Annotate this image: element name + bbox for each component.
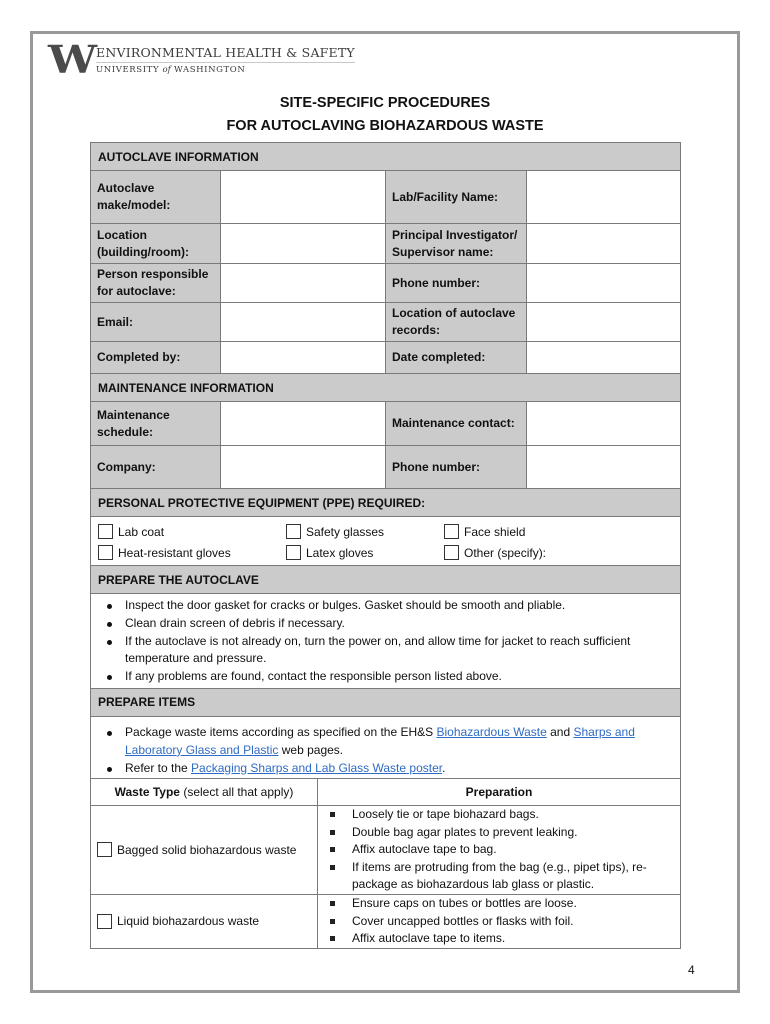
form-row	[91, 264, 681, 303]
label-autoclave-records-location: Location of autoclave records:	[386, 303, 527, 342]
ppe-header-row	[91, 489, 681, 517]
prepare-autoclave-steps	[91, 594, 681, 689]
list-item: Cover uncapped bottles or flasks with foil.	[324, 913, 674, 931]
list-text: and	[546, 724, 574, 739]
list-text: Refer to the	[125, 760, 192, 775]
ppe-option-label: Safety glasses	[306, 524, 385, 539]
org-name: ENVIRONMENTAL HEALTH & SAFETY	[96, 45, 355, 63]
link-packaging-sharps-poster[interactable]: Packaging Sharps and Lab Glass Waste poster	[191, 760, 443, 775]
maintenance-info-header-row	[91, 374, 681, 402]
prepare-autoclave-steps-row	[91, 594, 681, 689]
label-maintenance-contact: Maintenance contact:	[386, 402, 527, 446]
label-completed-by: Completed by:	[91, 342, 221, 374]
prepare-autoclave-header-row	[91, 566, 681, 594]
waste-option-bagged-solid[interactable]	[97, 841, 311, 858]
section-heading-ppe: PERSONAL PROTECTIVE EQUIPMENT (PPE) REQUIRED:	[91, 489, 681, 517]
label-email: Email:	[91, 303, 221, 342]
logo-text	[96, 45, 355, 75]
checkbox-icon[interactable]	[97, 914, 112, 929]
label-autoclave-make-model: Autoclave make/model:	[91, 171, 221, 224]
checkbox-icon[interactable]	[98, 524, 113, 539]
input-principal-investigator[interactable]	[527, 224, 681, 264]
list-item: Double bag agar plates to prevent leaking.	[324, 824, 674, 842]
input-maintenance-schedule[interactable]	[221, 402, 386, 446]
input-date-completed[interactable]	[527, 342, 681, 374]
ppe-option-label: Heat-resistant gloves	[118, 545, 231, 560]
label-date-completed: Date completed:	[386, 342, 527, 374]
column-header-bold: Waste Type	[114, 785, 180, 799]
input-completed-by[interactable]	[221, 342, 386, 374]
table-row	[91, 894, 681, 948]
ppe-option-label: Latex gloves	[306, 545, 374, 560]
label-location: Location (building/room):	[91, 224, 221, 264]
ppe-option-face-shield[interactable]	[444, 523, 644, 540]
checkbox-icon[interactable]	[444, 524, 459, 539]
ppe-option-heat-resistant-gloves[interactable]	[98, 544, 286, 561]
form-row	[91, 224, 681, 264]
list-item: Affix autoclave tape to bag.	[324, 841, 674, 859]
form-row	[91, 171, 681, 224]
column-header-note: (select all that apply)	[179, 785, 294, 799]
ppe-options-row	[91, 517, 681, 566]
link-sharps-lab-glass-plastic[interactable]: Sharps and Laboratory Glass and Plastic	[125, 724, 635, 757]
waste-type-label: Liquid biohazardous waste	[117, 914, 260, 929]
list-item: If any problems are found, contact the responsible person listed above.	[99, 668, 672, 686]
label-maintenance-schedule: Maintenance schedule:	[91, 402, 221, 446]
input-maintenance-contact[interactable]	[527, 402, 681, 446]
column-header-waste-type	[91, 779, 318, 806]
link-biohazardous-waste[interactable]: Biohazardous Waste	[436, 724, 547, 739]
input-lab-facility-name[interactable]	[527, 171, 681, 224]
waste-type-table	[90, 778, 681, 949]
ppe-checkbox-grid	[98, 523, 673, 561]
list-item	[99, 760, 672, 778]
ppe-option-lab-coat[interactable]	[98, 523, 286, 540]
section-heading-prepare-autoclave: PREPARE THE AUTOCLAVE	[91, 566, 681, 594]
input-autoclave-make-model[interactable]	[221, 171, 386, 224]
label-company: Company:	[91, 446, 221, 489]
ppe-option-safety-glasses[interactable]	[286, 523, 444, 540]
section-heading-prepare-items: PREPARE ITEMS	[91, 688, 681, 716]
checkbox-icon[interactable]	[98, 545, 113, 560]
prepare-items-content	[91, 716, 681, 782]
list-item: Loosely tie or tape biohazard bags.	[324, 806, 674, 824]
university-name	[96, 63, 355, 75]
list-item: Inspect the door gasket for cracks or bulges. Gasket should be smooth and pliable.	[99, 597, 672, 615]
table-row	[91, 806, 681, 895]
document-title-line2: FOR AUTOCLAVING BIOHAZARDOUS WASTE	[226, 118, 544, 134]
form-row	[91, 303, 681, 342]
ppe-option-label: Lab coat	[118, 524, 165, 539]
label-phone-number: Phone number:	[386, 264, 527, 303]
section-heading-maintenance-info: MAINTENANCE INFORMATION	[91, 374, 681, 402]
waste-type-cell	[91, 894, 318, 948]
form-row	[91, 342, 681, 374]
ppe-option-other[interactable]	[444, 544, 644, 561]
checkbox-icon[interactable]	[444, 545, 459, 560]
label-lab-facility-name: Lab/Facility Name:	[386, 171, 527, 224]
list-text: .	[442, 760, 446, 775]
preparation-list	[318, 806, 680, 894]
autoclave-info-header-row	[91, 143, 681, 171]
waste-type-cell	[91, 806, 318, 895]
prepare-autoclave-list	[91, 594, 680, 688]
preparation-cell	[318, 806, 681, 895]
uw-w-logo-icon: W	[48, 37, 95, 82]
preparation-list	[318, 895, 680, 948]
list-item: Ensure caps on tubes or bottles are loose.	[324, 895, 674, 913]
label-maintenance-phone-number: Phone number:	[386, 446, 527, 489]
prepare-items-list	[91, 721, 680, 779]
checkbox-icon[interactable]	[286, 545, 301, 560]
ppe-option-label: Face shield	[464, 524, 526, 539]
list-item: Affix autoclave tape to items.	[324, 930, 674, 948]
input-location[interactable]	[221, 224, 386, 264]
university-word: UNIVERSITY	[96, 65, 163, 75]
washington-word: WASHINGTON	[170, 65, 246, 75]
input-maintenance-phone-number[interactable]	[527, 446, 681, 489]
list-text: Package waste items according as specified on the EH&S	[125, 724, 437, 739]
waste-table-header-row	[91, 779, 681, 806]
input-autoclave-records-location[interactable]	[527, 303, 681, 342]
input-company[interactable]	[221, 446, 386, 489]
list-text: web pages.	[278, 742, 344, 757]
autoclave-form-table	[90, 142, 681, 783]
preparation-cell	[318, 894, 681, 948]
prepare-items-header-row	[91, 688, 681, 716]
waste-option-liquid[interactable]	[97, 913, 311, 930]
ppe-options	[91, 517, 681, 566]
checkbox-icon[interactable]	[286, 524, 301, 539]
column-header-preparation: Preparation	[318, 779, 681, 806]
prepare-items-row	[91, 716, 681, 782]
input-phone-number[interactable]	[527, 264, 681, 303]
list-item: If the autoclave is not already on, turn the power on, and allow time for jacket to reach sufficient temperature and pressure.	[99, 633, 672, 669]
label-person-responsible: Person responsible for autoclave:	[91, 264, 221, 303]
input-email[interactable]	[221, 303, 386, 342]
list-item: Clean drain screen of debris if necessary.	[99, 615, 672, 633]
form-row	[91, 446, 681, 489]
waste-type-label: Bagged solid biohazardous waste	[117, 842, 297, 857]
input-person-responsible[interactable]	[221, 264, 386, 303]
form-row	[91, 402, 681, 446]
of-word: of	[162, 65, 171, 75]
ppe-option-latex-gloves[interactable]	[286, 544, 444, 561]
checkbox-icon[interactable]	[97, 842, 112, 857]
page-number: 4	[688, 963, 695, 977]
label-principal-investigator: Principal Investigator/ Supervisor name:	[386, 224, 527, 264]
uw-ehs-logo	[48, 37, 355, 82]
document-title-line1: SITE-SPECIFIC PROCEDURES	[279, 95, 491, 111]
list-item: If items are protruding from the bag (e.g., pipet tips), re-package as biohazardous lab glass or plastic.	[324, 859, 674, 894]
list-item	[99, 724, 672, 760]
section-heading-autoclave-info: AUTOCLAVE INFORMATION	[91, 143, 681, 171]
ppe-option-label: Other (specify):	[464, 545, 547, 560]
